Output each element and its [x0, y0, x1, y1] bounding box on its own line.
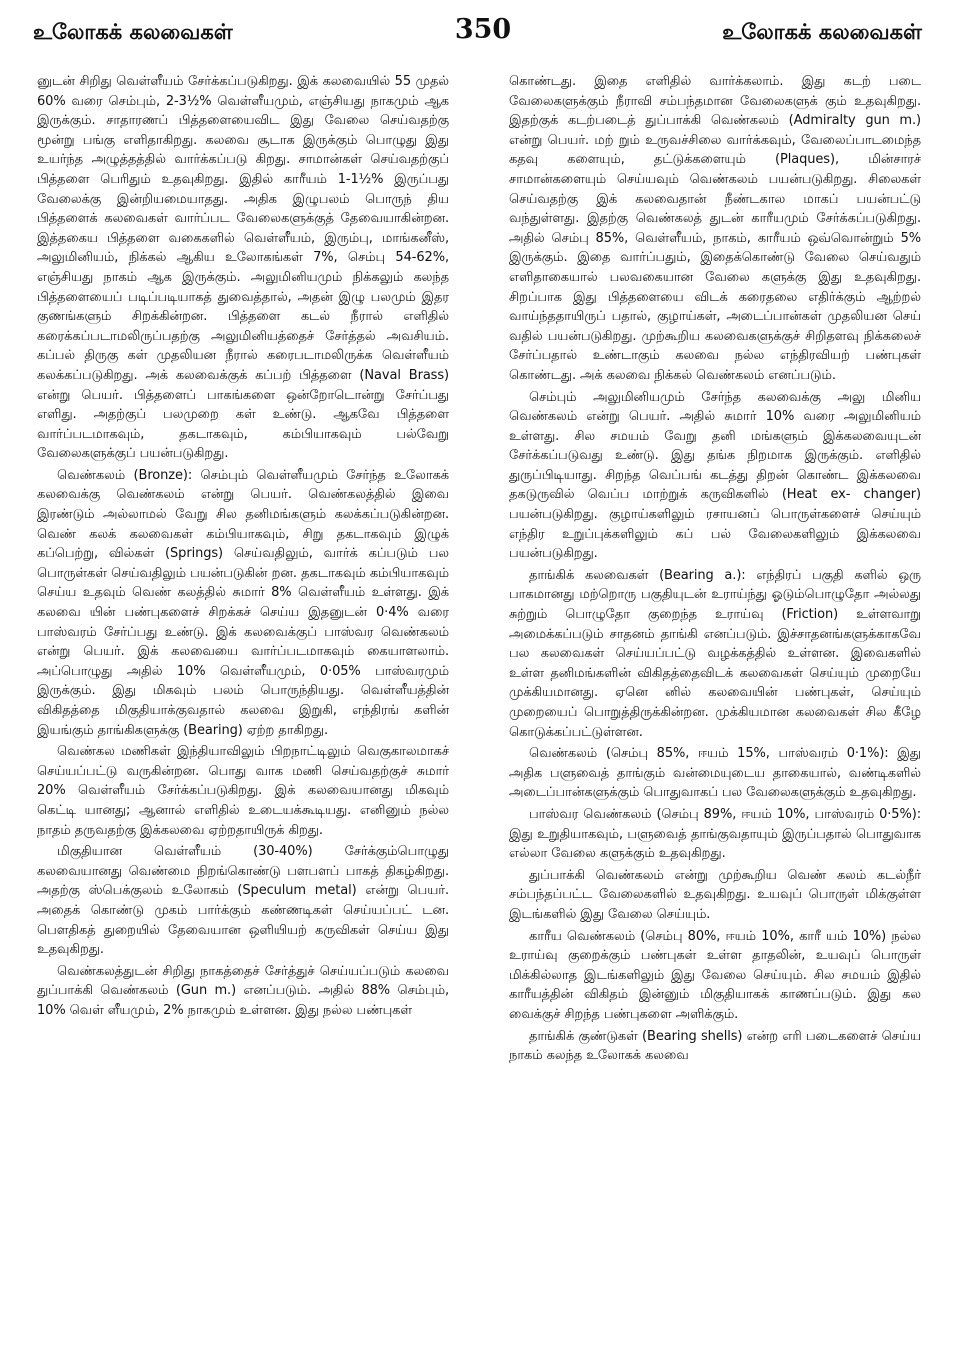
paragraph: மிகுதியான வெள்ளீயம் (30-40%) சேர்க்கும்பொழுது கலவையானது வெண்மை நிறங்கொண்டு பளபளப் பாகத் திகழ்கிறது. அதற்கு ஸ்பெக்குலம் உலோகம் (Speculum metal) என்று பெயர். அதைக் கொண்டு முகம் பார்க்கும் கண்ணடிகள் செய்யப்பட் டன. பௌதிகத் துறையில் தேவையான ஒளியியற் கருவிகள் செய்ய இது உதவுகிறது.: [37, 844, 449, 958]
page-number: 350: [454, 14, 512, 45]
paragraph: துப்பாக்கி வெண்கலம் என்று முற்கூறிய வெண் கலம் கடல்நீர் சம்பந்தப்பட்ட வேலைகளில் உதவுகிறது. உயவுப் பொருள் மிக்குள்ள இடங்களில் இது வேலை செய்யும்.: [509, 867, 921, 922]
paragraph: வெண்கல மணிகள் இந்தியாவிலும் பிறநாட்டிலும் வெகுகாலமாகச் செய்யப்பட்டு வருகின்றன. பொது வாக மணி செய்வதற்குச் சுமார் 20% வெள்ளீயம் சேர்க்கப்படுகிறது. இக் கலவையானது மிகவும் கெட்டி யானது; ஆனால் எளிதில் உடையக்கூடியது. எனினும் நல்ல நாதம் தருவதற்கு இக்கலவை ஏற்றதாயிருக் கிறது.: [37, 744, 449, 838]
paragraph: வெண்கலம் (செம்பு 85%, ஈயம் 15%, பாஸ்வரம் 0·1%): இது அதிக பளுவைத் தாங்கும் வன்மையுடைய தாகையால், வண்டிகளில் அடைப்பான்களுக்கும் பொதுவாகப் பல வேலைகளுக்கும் உதவுகிறது.: [509, 746, 921, 801]
paragraph: தாங்கிக் கலவைகள் (Bearing a.): எந்திரப் பகுதி களில் ஒரு பாகமானது மற்றொரு பகுதியுடன் உராய்ந்து ஓடும்பொழுதோ அல்லது சுற்றும் பொழுதோ குறைந்த உராய்வு (Friction) உள்ளவாறு அமைக்கப்படும் சாதனம் தாங்கி எனப்படும். இச்சாதனங்களுக்காகவே பல கலவைகள் செய்யப்பட்டு வழக்கத்தில் உள்ளன. இவைகளில் உள்ள தனிமங்களின் விகிதத்தைவிடக் கலவைகள் செய்யும் முறையே முக்கியமானது. ஏனெ னில் கலவையின் பண்புகள், செய்யும் முறையைப் பொறுத்திருக்கின்றன. முக்கியமான கலவைகள் சில கீழே கொடுக்கப்பட்டுள்ளன.: [509, 567, 921, 740]
paragraph: செம்பும் அலுமினியமும் சேர்ந்த கலவைக்கு அலு மினிய வெண்கலம் என்று பெயர். அதில் சுமார் 10% வரை அலுமினியம் உள்ளது. சில சமயம் வேறு தனி மங்களும் இக்கலவையுடன் சேர்க்கப்படுவது உண்டு. இது தங்க நிறமாக இருக்கும். எளிதில் துருப்பிடியாது. சிறந்த வெப்பங் கடத்து திறன் கொண்ட இக்கலவை தகடுருவில் வெப்ப மாற்றுக் கருவிகளில் (Heat ex- changer) பயன்படுகிறது. குழாய்களிலும் ரசாயனப் பொருள்களைச் செய்யும் எந்திர உறுப்புக்களிலும் கப் பல் வேலைகளிலும் இக்கலவை பயன்படுகிறது.: [509, 389, 921, 562]
running-title-left: உலோகக் கலவைகள்: [33, 20, 233, 44]
left-column: [37, 72, 449, 1360]
paragraph: காரீய வெண்கலம் (செம்பு 80%, ஈயம் 10%, காரீ யம் 10%) நல்ல உராய்வு குறைக்கும் பண்புகள் உள்ள தாதலின், உயவுப் பொருள் மிக்கில்லாத இடங்களிலும் இது வேலை செய்யும். சில சமயம் இதில் காரீயத்தின் விகிதம் இன்னும் மிகுதியாகக் காணப்படும். இது கல வைக்குச் சிறந்த பண்புகளை அளிக்கும்.: [509, 928, 921, 1022]
paragraph: பாஸ்வர வெண்கலம் (செம்பு 89%, ஈயம் 10%, பாஸ்வரம் 0·5%): இது உறுதியாகவும், பளுவைத் தாங்குவதாயும் இருப்பதால் பொதுவாக எல்லா வேலை களுக்கும் உதவுகிறது.: [509, 806, 921, 862]
paragraph: னுடன் சிறிது வெள்ளீயம் சேர்க்கப்படுகிறது. இக் கலவையில் 55 முதல் 60% வரை செம்பும், 2-3½% வெள்ளீயமும், எஞ்சியது நாகமும் ஆக இருக்கும். சாதாரணப் பித்தளையைவிட இது வேலை செய்வதற்கு மூன்று பங்கு எளிதாகிறது. கலவை சூடாக இருக்கும் பொழுது இது உயர்ந்த அழுத்தத்தில் வார்க்கப்படு கிறது. சாமான்கள் செய்வதற்குப் பித்தளை பெரிதும் உதவுகிறது. இதில் காரீயம் 1-1½% இருப்பது வேலைக்கு இன்றியமையாதது. அதிக இழுபலம் பொருந் திய பித்தளைக் கலவைகள் வார்ப்பட வேலைகளுக்குத் தேவையாகின்றன. இத்தகைய பித்தளை வகைகளில் வெள்ளீயம், இரும்பு, மாங்கனீஸ், அலுமினியம், நிக்கல் ஆகிய உலோகங்கள் 7%, செம்பு 54-62%, எஞ்சியது நாகம் ஆக இருக்கும். அலுமினியமும் நிக்கலும் கலந்த பித்தளையைப் படிப்படியாகத் துவைத்தால், அதன் இழு பலமும் இதர குணங்களும் சிறக்கின்றன. பித்தளை கடல் நீரால் எளிதில் கரைக்கப்படாமலிருப்பதற்கு அலுமினியத்தைச் சேர்த்தல் அவசியம். கப்பல் திருகு கள் முதலியன நீரால் கரைபடாமலிருக்க வெள்ளீயம் கலக்கப்படுகிறது. அக் கலவைக்குக் கப்பற் பித்தளை (Naval Brass) என்று பெயர். பித்தளைப் பாகங்களை ஒன்றோடொன்று சேர்ப்பது எளிது. அதற்குப் பலமுறை கள் உண்டு. ஆகவே பித்தளை வார்ப்படமாகவும், தகடாகவும், கம்பியாகவும் பல்வேறு வேலைகளுக்குப் பயன்படுகிறது.: [37, 74, 449, 462]
paragraph: கொண்டது. இதை எளிதில் வார்க்கலாம். இது கடற் படை வேலைகளுக்கும் நீராவி சம்பந்தமான வேலைகளுக் கும் உதவுகிறது. இதற்குக் கடற்படைத் துப்பாக்கி வெண்கலம் (Admiralty gun m.) என்று பெயர். மற் றும் உருவச்சிலை வார்க்கவும், வேலைப்பாடமைந்த கதவு களையும், தட்டுக்களையும் (Plaques), மின்சாரச் சாமான்களையும் செய்யவும் வெண்கலம் பயன்படுகிறது. சிலைகள் செய்வதற்கு இக் கலவைதான் நீண்டகால மாகப் பயன்பட்டு வந்துள்ளது. இதற்கு வெண்கலத் துடன் காரீயமும் சேர்க்கப்படுகிறது. அதில் செம்பு 85%, வெள்ளீயம், நாகம், காரீயம் ஒவ்வொன்றும் 5% இருக்கும். இதை வார்ப்பதும், இதைக்கொண்டு வேலை செய்வதும் எளிதாகையால் பலவகையான வேலை களுக்கு இது உதவுகிறது. சிறப்பாக இது பித்தளையை விடக் கரைதலை எதிர்க்கும் ஆற்றல் வாய்ந்ததாயிருப் பதால், குழாய்கள், அடைப்பான்கள் முதலியன செய் வதில் பயன்படுகிறது. முற்கூறிய கலவைகளுக்குச் சிறிதளவு நிக்கலைச் சேர்ப்பதால் உண்டாகும் கலவை நல்ல எந்திரவியற் பண்புகள் கொண்டது. அக் கலவை நிக்கல் வெண்கலம் எனப்படும்.: [509, 74, 921, 383]
paragraph: வெண்கலம் (Bronze): செம்பும் வெள்ளீயமும் சேர்ந்த உலோகக் கலவைக்கு வெண்கலம் என்று பெயர். வெண்கலத்தில் இவை இரண்டும் அல்லாமல் வேறு சில தனிமங்களும் கலக்கப்படுகின்றன. வெண் கலக் கலவைகள் கம்பியாகவும், சிறு தகடாகவும் இழுக் கப்பெற்று, வில்கள் (Springs) செய்வதிலும், வார்க் கப்படும் பல பொருள்கள் செய்வதிலும் பயன்படுகின் றன. தகடாகவும் கம்பியாகவும் செய்ய உதவும் வெண் கலத்தில் சுமார் 8% வெள்ளீயம் உள்ளது. இக் கலவை யின் பண்புகளைச் சிறக்கச் செய்ய இதனுடன் 0·4% வரை பாஸ்வரம் சேர்ப்பது உண்டு. இக் கலவைக்குப் பாஸ்வர வெண்கலம் என்று பெயர். இக் கலவையை வார்ப்படமாகவும் கையாளலாம். அப்பொழுது அதில் 10% வெள்ளீயமும், 0·05% பாஸ்வரமும் இருக்கும். இது மிகவும் பலம் பொருந்தியது. வெள்ளீயத்தின் விகிதத்தை மிகுதியாக்குவதால் கலவை இறுகி, எந்திரங் களின் இயங்கும் தாங்கிகளுக்கு (Bearing) ஏற்ற தாகிறது.: [37, 467, 449, 738]
page-header: [0, 14, 966, 54]
running-title-right: உலோகக் கலவைகள்: [722, 20, 922, 44]
paragraph: வெண்கலத்துடன் சிறிது நாகத்தைச் சேர்த்துச் செய்யப்படும் கலவை துப்பாக்கி வெண்கலம் (Gun m.) எனப்படும். அதில் 88% செம்பும், 10% வெள் ளீயமும், 2% நாகமும் உள்ளன. இது நல்ல பண்புகள்: [37, 963, 449, 1018]
paragraph: தாங்கிக் குண்டுகள் (Bearing shells) என்ற எரி படைகளைச் செய்ய நாகம் கலந்த உலோகக் கலவை: [509, 1028, 921, 1064]
right-column: [509, 72, 921, 1360]
